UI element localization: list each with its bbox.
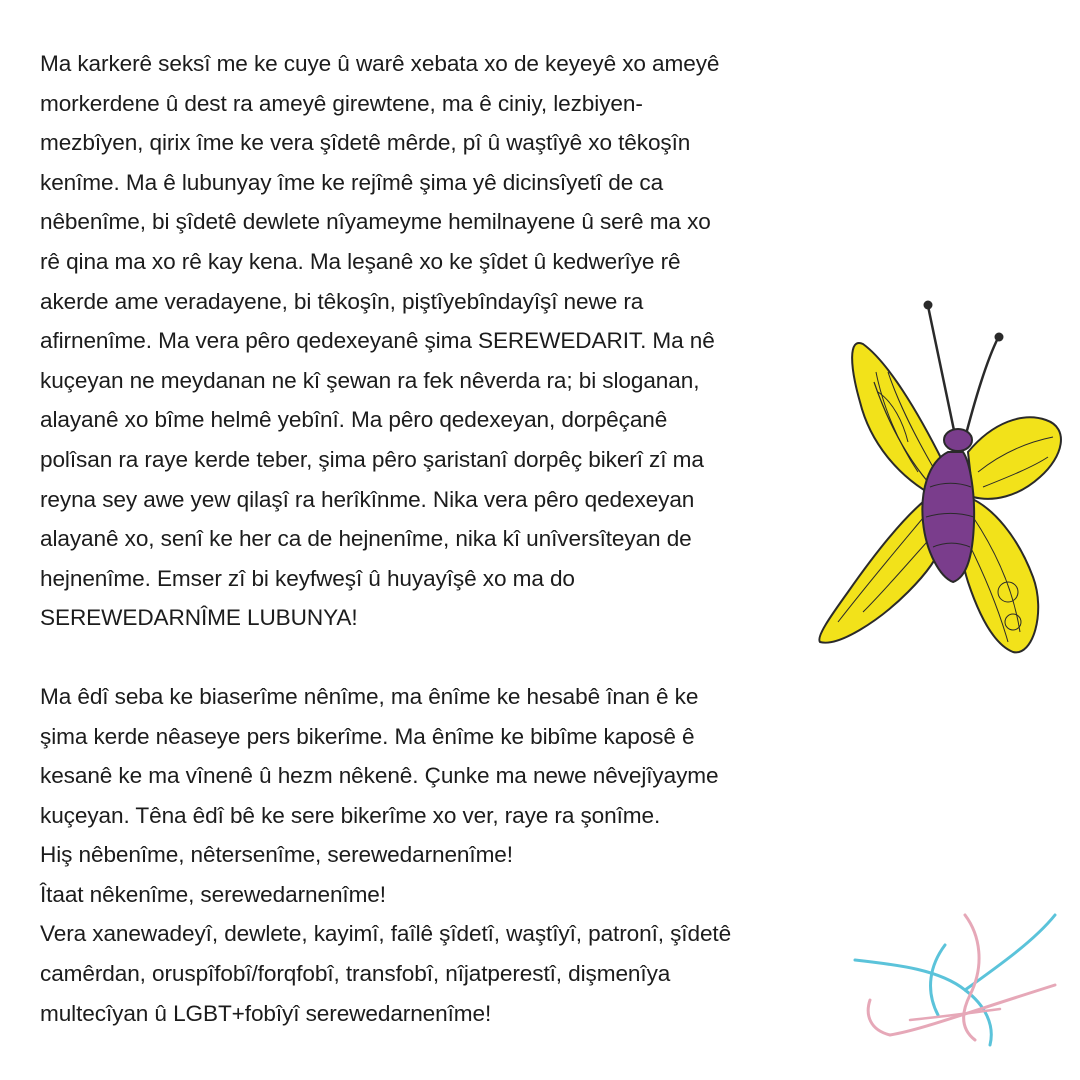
text-line: alayanê xo, senî ke her ca de hejnenîme, nika kî unîversîteyan de — [40, 526, 692, 552]
paragraph-1 — [40, 44, 840, 638]
text-line: kuçeyan. Têna êdî bê ke sere bikerîme xo ver, raye ra şonîme. — [40, 802, 661, 828]
butterfly-illustration — [808, 292, 1080, 664]
text-line: Hiş nêbenîme, nêtersenîme, serewedarnenîme! — [40, 842, 513, 868]
text-line: camêrdan, oruspîfobî/forqfobî, transfobî, nîjatperestî, dişmenîya — [40, 961, 671, 987]
text-line: kesanê ke ma vînenê û hezm nêkenê. Çunke ma newe nêvejîyayme — [40, 763, 719, 789]
text-line: hejnenîme. Emser zî bi keyfweşî û huyayîşê xo ma do — [40, 565, 575, 591]
text-line: Vera xanewadeyî, dewlete, kayimî, faîlê şîdetî, waştîyî, patronî, şîdetê — [40, 921, 732, 947]
text-line: polîsan ra raye kerde teber, şima pêro şaristanî dorpêç bikerî zî ma — [40, 446, 704, 472]
antenna-tip-left — [924, 301, 933, 310]
text-line: Îtaat nêkenîme, serewedarnenîme! — [40, 881, 386, 907]
text-line: reyna sey awe yew qilaşî ra herîkînme. Nika vera pêro qedexeyan — [40, 486, 695, 512]
text-line: morkerdene û dest ra ameyê girewtene, ma ê ciniy, lezbiyen- — [40, 90, 643, 116]
antenna-tip-right — [995, 333, 1004, 342]
text-line: akerde ame veradayene, bi têkoşîn, piştîyebîndayîşî newe ra — [40, 288, 644, 314]
logo-stroke-blue-3 — [931, 945, 945, 1015]
text-line: afirnenîme. Ma vera pêro qedexeyanê şima SEREWEDARIT. Ma nê — [40, 328, 715, 354]
text-line: kenîme. Ma ê lubunyay îme ke rejîmê şima yê dicinsîyetî de ca — [40, 169, 664, 195]
butterfly-head — [944, 429, 972, 451]
text-line: multecîyan û LGBT+fobîyî serewedarnenîme! — [40, 1000, 492, 1026]
antenna-right — [964, 338, 998, 442]
paragraph-2 — [40, 677, 840, 1033]
antenna-left — [928, 306, 956, 440]
text-line: Ma karkerê seksî me ke cuye û warê xebata xo de keyeyê xo ameyê — [40, 51, 720, 76]
logo-stroke-pink-2 — [964, 915, 979, 1040]
paragraph-gap — [40, 638, 840, 677]
text-line: Ma êdî seba ke biaserîme nênîme, ma ênîme ke hesabê înan ê ke — [40, 683, 699, 709]
manifesto-text — [40, 44, 840, 1033]
butterfly-logo — [850, 905, 1060, 1055]
logo-stroke-blue-1 — [855, 960, 991, 1045]
text-line: şima kerde nêaseye pers bikerîme. Ma ênîme ke bibîme kaposê ê — [40, 723, 695, 749]
text-line: rê qina ma xo rê kay kena. Ma leşanê xo ke şîdet û kedwerîye rê — [40, 248, 681, 274]
text-line: kuçeyan ne meydanan ne kî şewan ra fek nêverda ra; bi sloganan, — [40, 367, 700, 393]
text-line: mezbîyen, qirix îme ke vera şîdetê mêrde, pî û waştîyê xo têkoşîn — [40, 130, 691, 156]
text-line: SEREWEDARNÎME LUBUNYA! — [40, 605, 358, 631]
logo-stroke-pink-1 — [868, 985, 1055, 1035]
text-line: nêbenîme, bi şîdetê dewlete nîyameyme hemilnayene û serê ma xo — [40, 209, 711, 235]
text-line: alayanê xo bîme helmê yebînî. Ma pêro qedexeyan, dorpêçanê — [40, 407, 668, 433]
